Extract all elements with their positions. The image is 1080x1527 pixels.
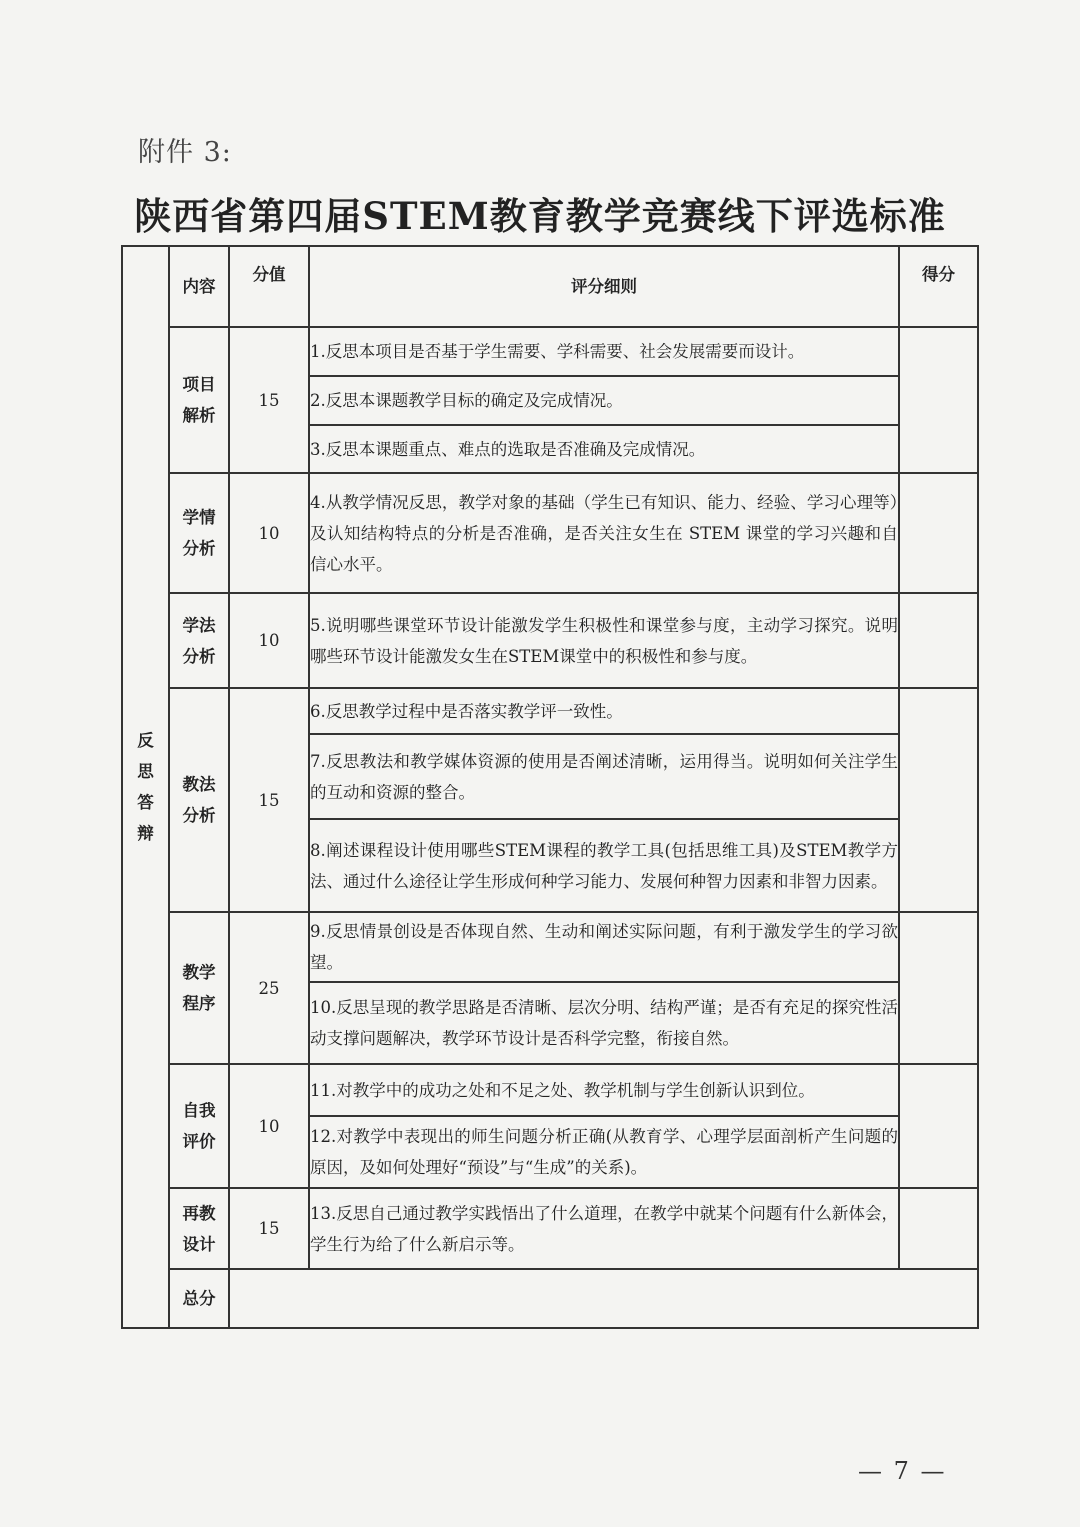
- points-cell: [899, 593, 978, 688]
- criteria-item: 8.阐述课程设计使用哪些STEM课程的教学工具(包括思维工具)及STEM教学方法、通过什么途径让学生形成何种学习能力、发展何种智力因素和非智力因素。: [309, 819, 899, 912]
- category-name: 教学程序: [169, 912, 229, 1064]
- category-score: 15: [229, 688, 309, 912]
- total-value-cell: [229, 1269, 978, 1328]
- header-score: 分值: [229, 246, 309, 327]
- attachment-label: 附件 3:: [138, 137, 232, 168]
- category-name: 学法分析: [169, 593, 229, 688]
- criteria-item: 12.对教学中表现出的师生问题分析正确(从教育学、心理学层面剖析产生问题的原因，及如何处理好“预设”与“生成”的关系)。: [309, 1116, 899, 1188]
- criteria-item: 4.从教学情况反思，教学对象的基础（学生已有知识、能力、经验、学习心理等）及认知结构特点的分析是否准确，是否关注女生在 STEM 课堂的学习兴趣和自信心水平。: [309, 473, 899, 593]
- page-number: — 7 —: [858, 1457, 947, 1485]
- criteria-item: 6.反思教学过程中是否落实教学评一致性。: [309, 688, 899, 734]
- criteria-item: 2.反思本课题教学目标的确定及完成情况。: [309, 376, 899, 425]
- criteria-item: 10.反思呈现的教学思路是否清晰、层次分明、结构严谨；是否有充足的探究性活动支撑问题解决，教学环节设计是否科学完整，衔接自然。: [309, 982, 899, 1064]
- section-label-cell: [122, 246, 169, 1328]
- header-content: 内容: [169, 246, 229, 327]
- category-name: 再教设计: [169, 1188, 229, 1269]
- category-name: 学情分析: [169, 473, 229, 593]
- category-score: 15: [229, 327, 309, 473]
- total-label: 总分: [169, 1269, 229, 1328]
- category-score: 10: [229, 473, 309, 593]
- category-name: 自我评价: [169, 1064, 229, 1188]
- category-name: 项目解析: [169, 327, 229, 473]
- section-label: 反思答辩: [137, 731, 154, 843]
- document-title: 陕西省第四届STEM教育教学竞赛线下评选标准: [134, 194, 946, 238]
- criteria-table: [121, 245, 979, 1329]
- points-cell: [899, 688, 978, 912]
- criteria-item: 7.反思教法和教学媒体资源的使用是否阐述清晰，运用得当。说明如何关注学生的互动和资源的整合。: [309, 734, 899, 819]
- category-score: 15: [229, 1188, 309, 1269]
- criteria-item: 9.反思情景创设是否体现自然、生动和阐述实际问题，有利于激发学生的学习欲望。: [309, 912, 899, 982]
- category-score: 10: [229, 1064, 309, 1188]
- category-score: 25: [229, 912, 309, 1064]
- criteria-item: 11.对教学中的成功之处和不足之处、教学机制与学生创新认识到位。: [309, 1064, 899, 1116]
- points-cell: [899, 1188, 978, 1269]
- criteria-item: 13.反思自己通过教学实践悟出了什么道理，在教学中就某个问题有什么新体会，学生行为给了什么新启示等。: [309, 1188, 899, 1269]
- category-name: 教法分析: [169, 688, 229, 912]
- points-cell: [899, 327, 978, 473]
- points-cell: [899, 1064, 978, 1188]
- criteria-item: 3.反思本课题重点、难点的选取是否准确及完成情况。: [309, 425, 899, 473]
- criteria-item: 1.反思本项目是否基于学生需要、学科需要、社会发展需要而设计。: [309, 327, 899, 376]
- criteria-item: 5.说明哪些课堂环节设计能激发学生积极性和课堂参与度，主动学习探究。说明哪些环节设计能激发女生在STEM课堂中的积极性和参与度。: [309, 593, 899, 688]
- points-cell: [899, 912, 978, 1064]
- category-score: 10: [229, 593, 309, 688]
- header-criteria: 评分细则: [309, 246, 899, 327]
- points-cell: [899, 473, 978, 593]
- header-points: 得分: [899, 246, 978, 327]
